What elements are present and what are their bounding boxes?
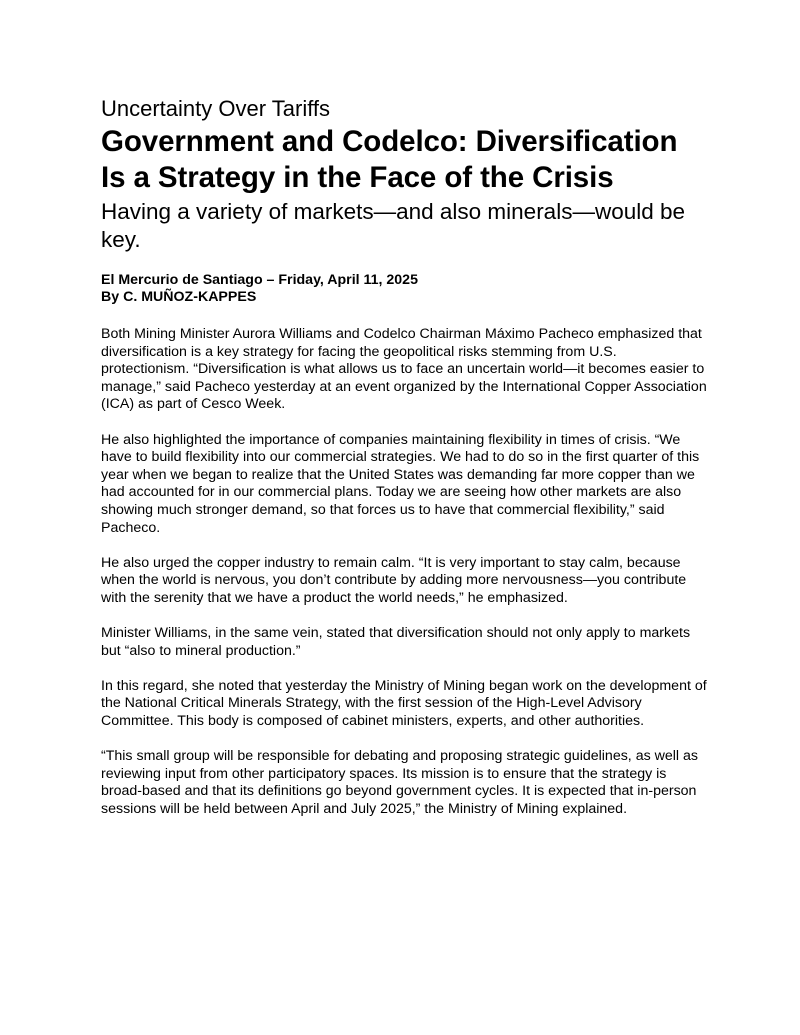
source-line: El Mercurio de Santiago – Friday, April 11, 2025: [101, 272, 418, 288]
body-paragraph: “This small group will be responsible for debating and proposing strategic guidelines, as well as reviewing input from other participatory spaces. Its mission is to ensure that the strategy is broad-based and that its definitions go beyond government cycles. It is expected that in-person sessions will be held between April and July 2025,” the Ministry of Mining explained.: [101, 748, 698, 818]
body-paragraph: Both Mining Minister Aurora Williams and Codelco Chairman Máximo Pacheco emphasized that diversification is a key strategy for facing the geopolitical risks stemming from U.S. protectionism. “Diversification is what allows us to face an uncertain world—it becomes easier to manage,” said Pacheco yesterday at an event organized by the International Copper Association (ICA) as part of Cesco Week.: [101, 326, 707, 413]
article-subhead: Having a variety of markets—and also minerals—would be key.: [101, 199, 686, 252]
body-paragraph: He also urged the copper industry to remain calm. “It is very important to stay calm, because when the world is nervous, you don’t contribute by adding more nervousness—you contribute with the serenity that we have a product the world needs,” he emphasized.: [101, 554, 687, 606]
body-paragraph: He also highlighted the importance of companies maintaining flexibility in times of crisis. “We have to build flexibility into our commercial strategies. We had to do so in the first quarter of this year when we began to realize that the United States was demanding far more copper than we had accounted for in our commercial plans. Today we are seeing how other markets are also showing much stronger demand, so that forces us to have that commercial flexibility,” said Pacheco.: [101, 431, 700, 536]
article-body: [101, 326, 707, 819]
byline: [101, 272, 707, 306]
article: [101, 96, 707, 836]
body-paragraph: Minister Williams, in the same vein, stated that diversification should not only apply to markets but “also to mineral production.”: [101, 625, 691, 659]
author-line: By C. MUÑOZ-KAPPES: [101, 289, 257, 305]
article-kicker: Uncertainty Over Tariffs: [101, 96, 331, 121]
article-headline: Government and Codelco: Diversification Is a Strategy in the Face of the Crisis: [101, 125, 678, 194]
body-paragraph: In this regard, she noted that yesterday the Ministry of Mining began work on the development of the National Critical Minerals Strategy, with the first session of the High-Level Advisory Committee. This body is composed of cabinet ministers, experts, and other authorities.: [101, 677, 707, 730]
